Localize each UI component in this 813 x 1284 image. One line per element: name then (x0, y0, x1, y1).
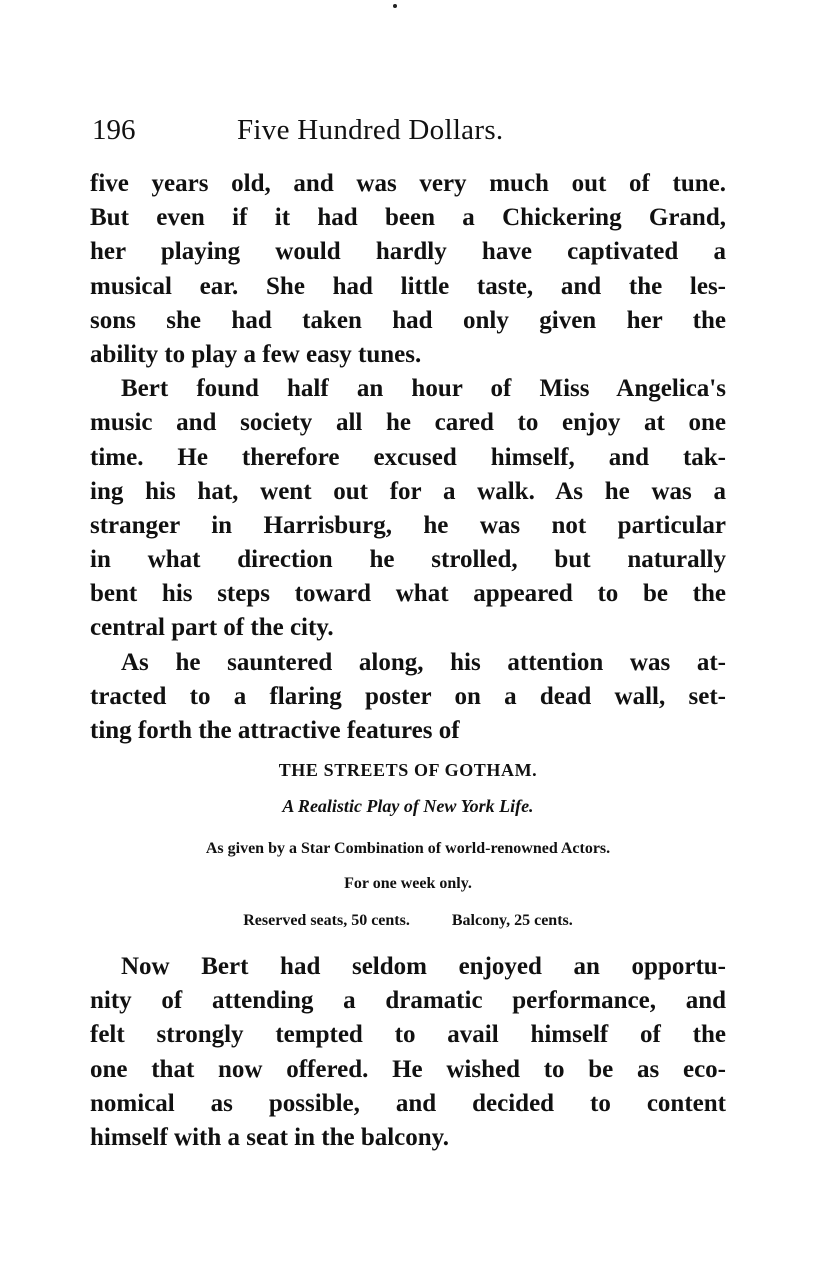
text-line: music and society all he cared to enjoy at one (90, 409, 726, 437)
text-line: ting forth the attractive features of (90, 717, 460, 744)
text-line: musical ear. She had little taste, and the les- (90, 272, 726, 300)
text-line: ability to play a few easy tunes. (90, 340, 422, 368)
poster-reserved-price: Reserved seats, 50 cents. (243, 912, 410, 929)
text-line: sons she had taken had only given her the (90, 306, 726, 334)
running-title: Five Hundred Dollars. (237, 114, 504, 146)
text-line: central part of the city. (90, 614, 334, 642)
text-line: felt strongly tempted to avail himself of the (90, 1021, 726, 1049)
text-line: But even if it had been a Chickering Grand, (90, 204, 726, 232)
poster-credits: As given by a Star Combination of world-renowned Actors. (205, 840, 611, 857)
poster-subtitle: A Realistic Play of New York Life. (282, 796, 534, 816)
text-line: time. He therefore excused himself, and tak- (90, 443, 726, 471)
printer-mark (393, 4, 397, 8)
text-line: As he sauntered along, his attention was at- (121, 648, 726, 676)
text-line: himself with a seat in the balcony. (90, 1123, 450, 1151)
page-number: 196 (92, 114, 136, 146)
body-text-after-poster (90, 950, 726, 1155)
text-line: one that now offered. He wished to be as eco- (90, 1055, 726, 1083)
text-line: tracted to a flaring poster on a dead wall, set- (90, 682, 726, 710)
text-line: Bert found half an hour of Miss Angelica's (121, 375, 726, 403)
poster-balcony-price: Balcony, 25 cents. (451, 912, 573, 929)
text-line: stranger in Harrisburg, he was not particular (90, 511, 726, 539)
text-line: nity of attending a dramatic performance, and (90, 987, 726, 1015)
text-line: five years old, and was very much out of tune. (90, 170, 726, 197)
body-text-before-poster (90, 167, 726, 748)
text-line: in what direction he strolled, but naturally (90, 546, 726, 574)
text-line: nomical as possible, and decided to content (90, 1089, 726, 1117)
text-line: bent his steps toward what appeared to be the (90, 580, 726, 608)
page-header (92, 108, 723, 152)
text-line: ing his hat, went out for a walk. As he was a (90, 477, 726, 505)
poster-title: THE STREETS OF GOTHAM. (278, 760, 538, 780)
text-line: her playing would hardly have captivated a (90, 238, 726, 266)
poster-run: For one week only. (344, 875, 472, 892)
poster-prices (90, 912, 726, 930)
text-line: Now Bert had seldom enjoyed an opportu- (121, 953, 726, 980)
